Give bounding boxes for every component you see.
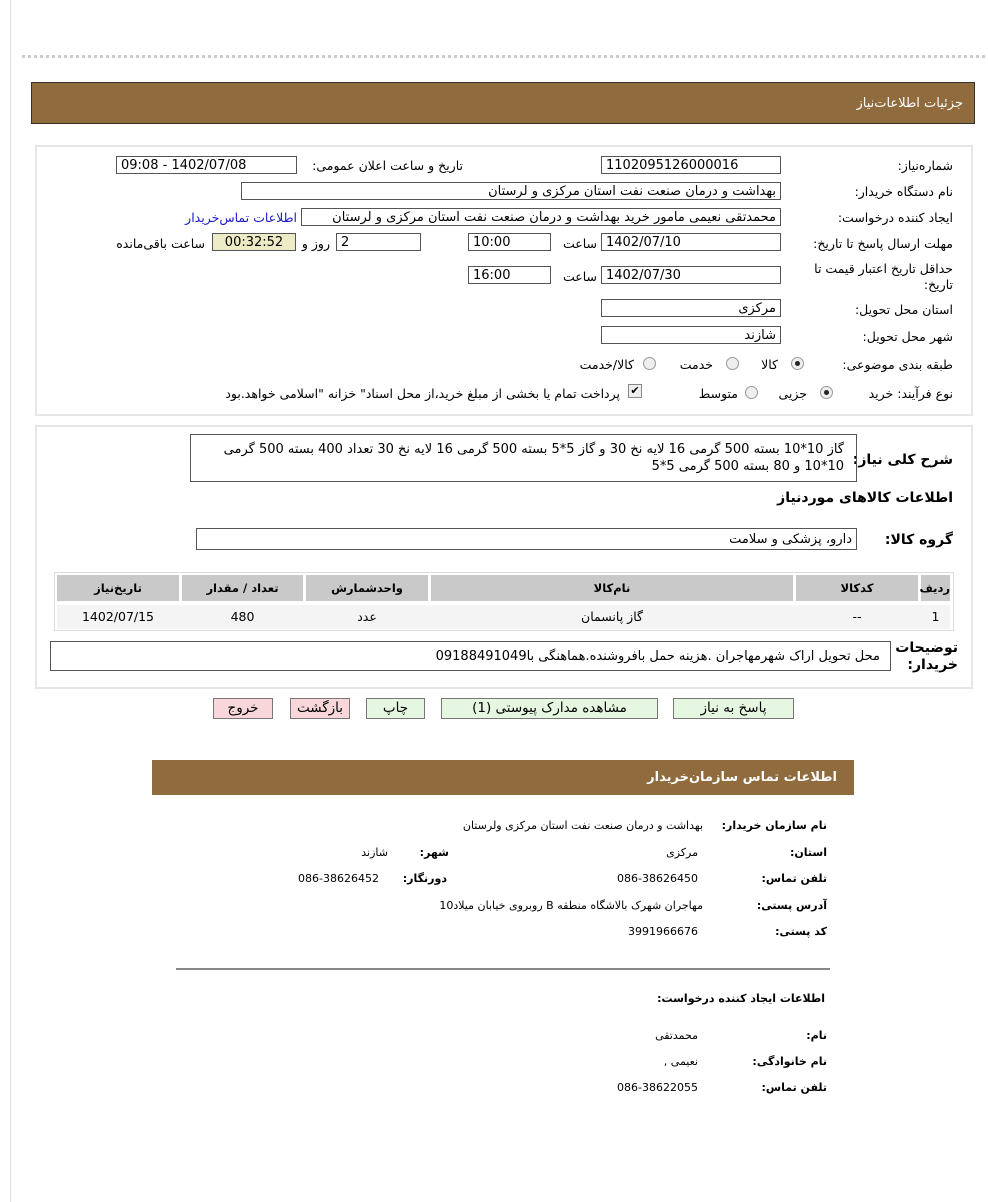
address-label: آدرس پستی: <box>756 899 827 912</box>
process-medium-radio[interactable] <box>745 386 758 399</box>
buyer-org-label: نام دستگاه خریدار: <box>854 184 953 199</box>
buyer-notes-field[interactable]: محل تحویل اراک شهرمهاجران .هزینه حمل بافروشنده.هماهنگی با09188491049 <box>50 641 891 671</box>
left-rule <box>10 0 11 1202</box>
contact-divider <box>176 968 830 970</box>
phone-value: 086-38626450 <box>617 872 698 885</box>
creator-label: ایجاد کننده درخواست: <box>837 210 953 225</box>
summary-label: شرح کلی نیاز: <box>852 452 953 468</box>
category-goods-label: کالا <box>761 357 778 372</box>
validity-label: حداقل تاریخ اعتبار قیمت تا تاریخ: <box>814 261 953 292</box>
city-label-2: شهر: <box>419 846 449 859</box>
col-row: ردیف <box>921 575 950 601</box>
summary-field[interactable]: گاز 10*10 بسته 500 گرمی 16 لایه نخ 30 و گاز 5*5 بسته 500 گرمی 16 لایه نخ 30 تعداد 400 بسته 500 گرمی 10*10 و 80 بسته 500 گرمی 5*5 <box>190 434 857 482</box>
buyer-org-field[interactable]: بهداشت و درمان صنعت نفت استان مرکزی و لرستان <box>241 182 781 200</box>
col-qty: تعداد / مقدار <box>182 575 303 601</box>
postal-value: 3991966676 <box>628 925 698 938</box>
process-medium-label: متوسط <box>698 386 738 401</box>
col-code: کدکالا <box>796 575 918 601</box>
creator-phone-value: 086-38622055 <box>617 1081 698 1094</box>
deadline-time-label: ساعت <box>562 236 597 251</box>
process-minor-radio[interactable] <box>820 386 833 399</box>
back-button[interactable]: بازگشت <box>290 698 350 719</box>
days-label: روز و <box>301 236 330 251</box>
address-value: مهاجران شهرک بالاشگاه منطقه B روبروی خیابان میلاد10 <box>439 899 703 912</box>
cell-qty: 480 <box>230 609 255 624</box>
org-label: نام سازمان خریدار: <box>721 819 827 832</box>
postal-label: کد پستی: <box>775 925 827 938</box>
remaining-label: ساعت باقی‌مانده <box>116 236 205 251</box>
family-label: نام خانوادگی: <box>752 1055 827 1068</box>
col-unit: واحدشمارش <box>306 575 428 601</box>
city-field[interactable]: شازند <box>601 326 781 344</box>
exit-button[interactable]: خروج <box>213 698 273 719</box>
phone-label: تلفن تماس: <box>761 872 827 885</box>
category-label: طبقه بندی موضوعی: <box>842 357 953 372</box>
validity-time-label: ساعت <box>562 269 597 284</box>
province-label-2: استان: <box>790 846 827 859</box>
fax-label: دورنگار: <box>402 872 447 885</box>
treasury-checkbox[interactable]: ✔ <box>628 384 642 398</box>
city-label: شهر محل تحویل: <box>862 329 953 344</box>
buyer-notes-label: توضیحات خریدار: <box>895 640 958 673</box>
announce-field[interactable]: 1402/07/08 - 09:08 <box>116 156 297 174</box>
days-field[interactable]: 2 <box>336 233 421 251</box>
col-name: نام‌کالا <box>431 575 793 601</box>
category-goods-radio[interactable] <box>791 357 804 370</box>
validity-date-field[interactable]: 1402/07/30 <box>601 266 781 284</box>
creator-phone-label: تلفن تماس: <box>761 1081 827 1094</box>
cell-name: گاز پانسمان <box>581 609 643 624</box>
group-label: گروه کالا: <box>884 532 953 548</box>
remaining-time: 00:32:52 <box>212 233 296 251</box>
buyer-contact-link[interactable]: اطلاعات تماس‌خریدار <box>185 210 297 225</box>
fax-value: 086-38626452 <box>298 872 379 885</box>
name-value: محمدتقی <box>655 1029 698 1042</box>
attachments-button[interactable]: مشاهده مدارک پیوستی (1) <box>441 698 658 719</box>
category-service-radio[interactable] <box>726 357 739 370</box>
province-value: مرکزی <box>666 846 698 859</box>
treasury-label: پرداخت تمام یا بخشی از مبلغ خرید،از محل اسناد" خزانه "اسلامی خواهد.بود <box>225 386 620 401</box>
category-both-radio[interactable] <box>643 357 656 370</box>
need-number-label: شماره‌نیاز: <box>897 158 953 173</box>
reply-button[interactable]: پاسخ به نیاز <box>673 698 794 719</box>
process-minor-label: جزیی <box>778 386 807 401</box>
province-label: استان محل تحویل: <box>854 302 953 317</box>
header-bar <box>31 82 975 124</box>
announce-label: تاریخ و ساعت اعلان عمومی: <box>312 158 463 173</box>
top-divider <box>22 55 985 58</box>
goods-info-title: اطلاعات کالاهای موردنیاز <box>777 490 953 506</box>
cell-date: 1402/07/15 <box>81 609 155 624</box>
col-date: تاریخ‌نیاز <box>57 575 179 601</box>
cell-code: -- <box>852 609 862 624</box>
validity-time-field[interactable]: 16:00 <box>468 266 551 284</box>
print-button[interactable]: چاپ <box>366 698 425 719</box>
header-title: جزئیات اطلاعات‌نیاز <box>856 96 963 111</box>
category-service-label: خدمت <box>679 357 713 372</box>
creator-field[interactable]: محمدتقی نعیمی مامور خرید بهداشت و درمان صنعت نفت استان مرکزی و لرستان <box>301 208 781 226</box>
org-value: بهداشت و درمان صنعت نفت استان مرکزی ولرستان <box>462 819 703 832</box>
deadline-time-field[interactable]: 10:00 <box>468 233 551 251</box>
family-value: نعیمی , <box>663 1055 698 1068</box>
deadline-date-field[interactable]: 1402/07/10 <box>601 233 781 251</box>
name-label: نام: <box>806 1029 827 1042</box>
province-field[interactable]: مرکزی <box>601 299 781 317</box>
contact-title: اطلاعات تماس سازمان‌خریدار <box>647 770 837 785</box>
creator-info-title: اطلاعات ایجاد کننده درخواست: <box>657 992 825 1005</box>
deadline-label: مهلت ارسال پاسخ تا تاریخ: <box>813 236 953 251</box>
group-field[interactable]: دارو، پزشکی و سلامت <box>196 528 857 550</box>
category-both-label: کالا/خدمت <box>579 357 634 372</box>
cell-row: 1 <box>931 609 940 624</box>
city-value: شازند <box>361 846 388 859</box>
contact-bar <box>152 760 854 795</box>
cell-unit: عدد <box>357 609 377 624</box>
need-number-field[interactable]: 1102095126000016 <box>601 156 781 174</box>
process-label: نوع فرآیند: خرید <box>868 386 953 401</box>
